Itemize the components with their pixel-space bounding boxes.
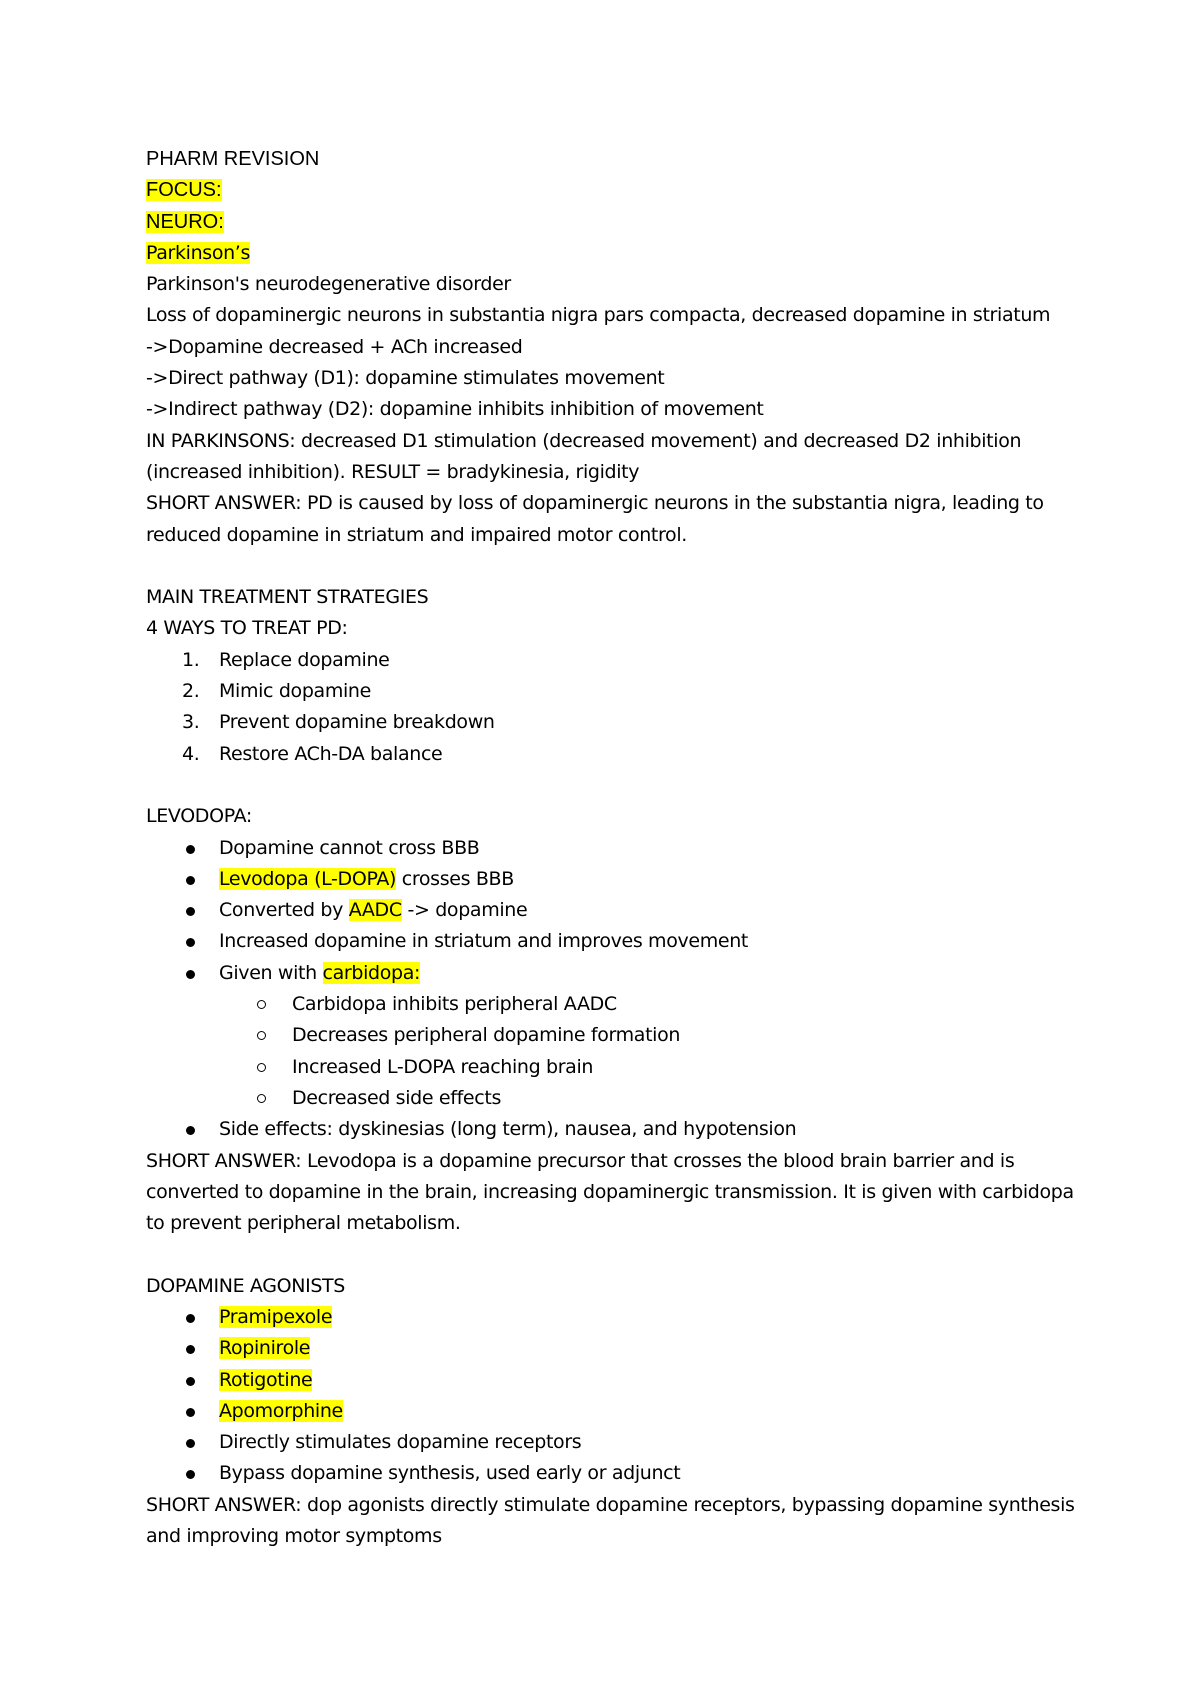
highlighted-term: Levodopa (L-DOPA) — [219, 867, 397, 890]
intro-line: Parkinson's neurodegenerative disorder — [146, 273, 511, 296]
hollow-bullet-icon — [257, 1031, 266, 1040]
list-item — [146, 645, 1076, 676]
bullet-icon — [186, 938, 195, 947]
bullet-icon — [186, 1408, 195, 1417]
intro-line: IN PARKINSONS: decreased D1 stimulation (decreased movement) and decreased D2 inhibition — [146, 429, 1022, 452]
document-page — [146, 144, 1076, 1552]
list-item-text: Bypass dopamine synthesis, used early or adjunct — [219, 1462, 681, 1485]
sub-list-item — [146, 1020, 1076, 1051]
list-number: 4. — [182, 742, 200, 765]
list-number: 3. — [182, 711, 200, 734]
sub-list-item — [146, 989, 1076, 1020]
intro-line: SHORT ANSWER: PD is caused by loss of dopaminergic neurons in the substantia nigra, leading to — [146, 492, 1044, 515]
bullet-icon — [186, 1470, 195, 1479]
short-answer-line: SHORT ANSWER: dop agonists directly stimulate dopamine receptors, bypassing dopamine synthesis — [146, 1493, 1075, 1516]
list-item — [146, 1365, 1076, 1396]
bullet-icon — [186, 845, 195, 854]
bullet-icon — [186, 1345, 195, 1354]
short-answer-line: converted to dopamine in the brain, increasing dopaminergic transmission. It is given with carbidopa — [146, 1180, 1074, 1203]
list-number: 1. — [182, 648, 200, 671]
list-item-text: Side effects: dyskinesias (long term), nausea, and hypotension — [219, 1118, 797, 1141]
list-item-text: Carbidopa inhibits peripheral AADC — [292, 993, 617, 1016]
intro-line: ->Direct pathway (D1): dopamine stimulates movement — [146, 367, 665, 390]
list-item-text: Mimic dopamine — [219, 680, 371, 703]
highlighted-term: carbidopa: — [322, 961, 421, 984]
sub-list-item — [146, 1052, 1076, 1083]
list-item-text: Decreases peripheral dopamine formation — [292, 1024, 681, 1047]
list-item-text: Increased dopamine in striatum and improves movement — [219, 930, 749, 953]
agonists-list — [146, 1302, 1076, 1490]
list-item — [146, 739, 1076, 770]
list-item — [146, 1396, 1076, 1427]
intro-line: reduced dopamine in striatum and impaired motor control. — [146, 523, 687, 546]
hollow-bullet-icon — [257, 1094, 266, 1103]
hollow-bullet-icon — [257, 1063, 266, 1072]
list-item — [146, 707, 1076, 738]
neuro-heading: NEURO: — [146, 210, 224, 233]
treatment-list — [146, 645, 1076, 770]
intro-line: (increased inhibition). RESULT = bradykinesia, rigidity — [146, 460, 640, 483]
list-item-text: -> dopamine — [401, 899, 528, 922]
highlighted-term: Rotigotine — [219, 1368, 313, 1391]
focus-heading: FOCUS: — [146, 179, 222, 202]
intro-line: ->Dopamine decreased + ACh increased — [146, 335, 523, 358]
short-answer-line: and improving motor symptoms — [146, 1525, 442, 1548]
list-item-text: Restore ACh-DA balance — [219, 742, 443, 765]
list-item — [146, 958, 1076, 989]
list-item — [146, 864, 1076, 895]
highlighted-term: Ropinirole — [219, 1337, 311, 1360]
list-item-text: Prevent dopamine breakdown — [219, 711, 495, 734]
highlighted-term: Apomorphine — [219, 1399, 343, 1422]
list-item-text: Dopamine cannot cross BBB — [219, 836, 480, 859]
list-item-text: Replace dopamine — [219, 648, 390, 671]
list-item — [146, 676, 1076, 707]
list-item-text: Directly stimulates dopamine receptors — [219, 1431, 582, 1454]
highlighted-term: Pramipexole — [219, 1305, 333, 1328]
highlighted-term: AADC — [348, 899, 402, 922]
short-answer-line: SHORT ANSWER: Levodopa is a dopamine precursor that crosses the blood brain barrier and is — [146, 1149, 1015, 1172]
list-item — [146, 1333, 1076, 1364]
list-item-text: crosses BBB — [396, 867, 514, 890]
topic-heading: Parkinson’s — [146, 241, 251, 264]
bullet-icon — [186, 1314, 195, 1323]
treatment-subheading: 4 WAYS TO TREAT PD: — [146, 617, 348, 640]
doc-title: PHARM REVISION — [146, 148, 320, 170]
levodopa-heading: LEVODOPA: — [146, 805, 252, 828]
bullet-icon — [186, 907, 195, 916]
list-item — [146, 1427, 1076, 1458]
list-item — [146, 1458, 1076, 1489]
agonists-heading: DOPAMINE AGONISTS — [146, 1274, 346, 1297]
sub-list-item — [146, 1083, 1076, 1114]
short-answer-line: to prevent peripheral metabolism. — [146, 1212, 461, 1235]
list-item — [146, 1302, 1076, 1333]
list-item — [146, 833, 1076, 864]
levodopa-list — [146, 833, 1076, 1146]
list-number: 2. — [182, 680, 200, 703]
hollow-bullet-icon — [257, 1000, 266, 1009]
bullet-icon — [186, 876, 195, 885]
list-item — [146, 926, 1076, 957]
intro-line: ->Indirect pathway (D2): dopamine inhibits inhibition of movement — [146, 398, 764, 421]
bullet-icon — [186, 970, 195, 979]
list-item-text: Converted by — [219, 899, 349, 922]
bullet-icon — [186, 1377, 195, 1386]
treatment-heading: MAIN TREATMENT STRATEGIES — [146, 586, 429, 609]
list-item-text: Given with — [219, 961, 323, 984]
intro-line: Loss of dopaminergic neurons in substantia nigra pars compacta, decreased dopamine in striatum — [146, 304, 1051, 327]
bullet-icon — [186, 1126, 195, 1135]
list-item — [146, 1114, 1076, 1145]
bullet-icon — [186, 1439, 195, 1448]
list-item — [146, 895, 1076, 926]
list-item-text: Increased L-DOPA reaching brain — [292, 1055, 594, 1078]
list-item-text: Decreased side effects — [292, 1086, 502, 1109]
